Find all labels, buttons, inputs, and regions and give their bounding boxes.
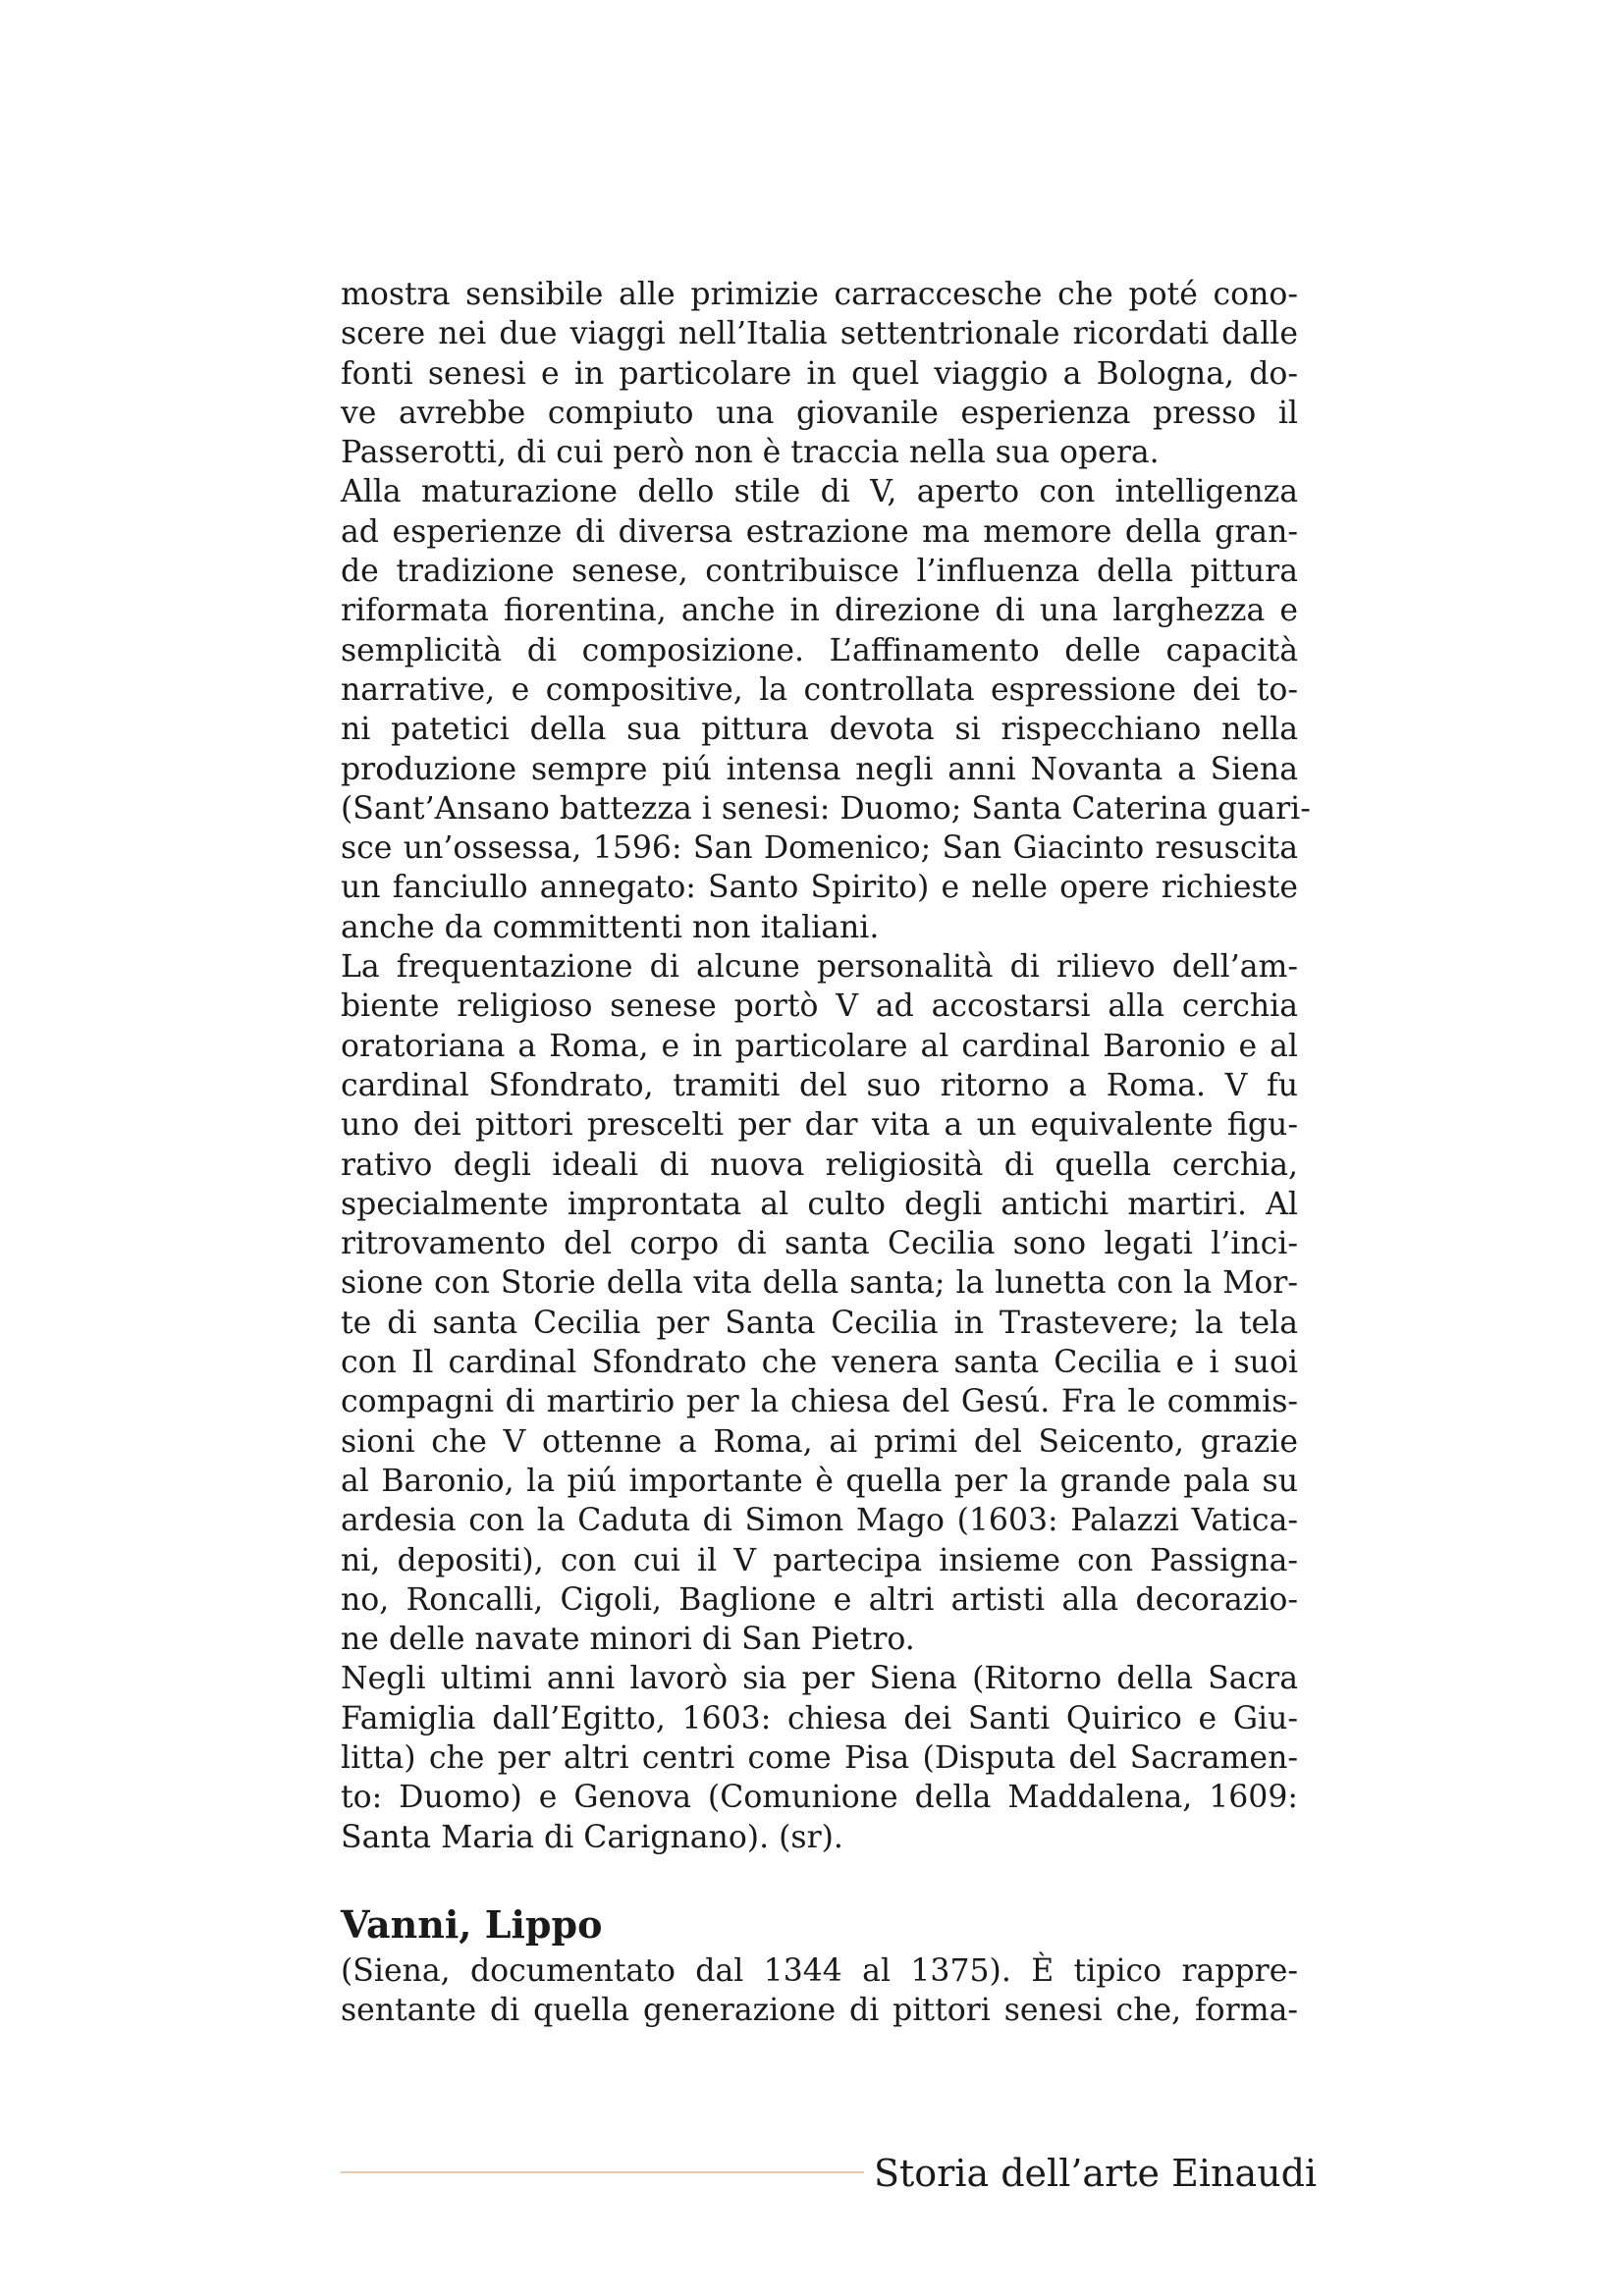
text-line: ardesia con la Caduta di Simon Mago (1603: Palazzi Vatica- [341,1503,1298,1539]
text-line: uno dei pittori prescelti per dar vita a un equivalente figu- [341,1107,1298,1144]
text-line: riformata fiorentina, anche in direzione di una larghezza e [341,593,1298,629]
text-line: ve avrebbe compiuto una giovanile esperienza presso il [341,395,1298,431]
text-line: (Sant’Ansano battezza i senesi: Duomo; Santa Caterina guari- [341,790,1311,827]
footer-title: Storia dell’arte Einaudi [874,2152,1318,2195]
text-line: te di santa Cecilia per Santa Cecilia in Trastevere; la tela [341,1305,1298,1341]
text-line: de tradizione senese, contribuisce l’influenza della pittura [341,554,1298,590]
text-line: mostra sensibile alle primizie carraccesche che poté cono- [341,277,1298,312]
text-line: sioni che V ottenne a Roma, ai primi del Seicento, grazie [341,1423,1298,1460]
text-line: ritrovamento del corpo di santa Cecilia sono legati l’inci- [341,1226,1298,1262]
text-line: compagni di martirio per la chiesa del Gesú. Fra le commis- [341,1384,1298,1420]
text-line: ni patetici della sua pittura devota si rispecchiano nella [341,712,1298,748]
text-line: Santa Maria di Carignano). (sr). [341,1819,843,1855]
text-line: ni, depositi), con cui il V partecipa insieme con Passigna- [341,1542,1298,1578]
text-line: no, Roncalli, Cigoli, Baglione e altri artisti alla decorazio- [341,1581,1298,1618]
text-line: litta) che per altri centri come Pisa (Disputa del Sacramen- [341,1739,1298,1776]
text-line: oratoriana a Roma, e in particolare al cardinal Baronio e al [341,1028,1298,1064]
text-line: rativo degli ideali di nuova religiosità di quella cerchia, [341,1147,1298,1183]
footer-rule [341,2171,864,2173]
body-text [341,275,1311,1857]
entry-heading: Vanni, Lippo [341,1902,603,1947]
text-line: con Il cardinal Sfondrato che venera santa Cecilia e i suoi [341,1345,1298,1381]
text-line: sentante di quella generazione di pittori senesi che, forma- [341,1993,1298,2029]
text-line: narrative, e compositive, la controllata espressione dei to- [341,671,1298,708]
text-line: specialmente improntata al culto degli antichi martiri. Al [341,1186,1298,1222]
text-line: fonti senesi e in particolare in quel viaggio a Bologna, do- [341,355,1298,392]
text-line: anche da committenti non italiani. [341,909,880,945]
text-line: cardinal Sfondrato, tramiti del suo ritorno a Roma. V fu [341,1067,1298,1103]
text-line: biente religioso senese portò V ad accostarsi alla cerchia [341,988,1298,1025]
text-line: Famiglia dall’Egitto, 1603: chiesa dei Santi Quirico e Giu- [341,1700,1298,1736]
text-line: Alla maturazione dello stile di V, aperto con intelligenza [341,474,1298,510]
text-line: semplicità di composizione. L’affinamento delle capacità [341,632,1298,668]
text-line: sione con Storie della vita della santa; la lunetta con la Mor- [341,1265,1298,1302]
text-line: Passerotti, di cui però non è traccia nella sua opera. [341,435,1160,471]
text-line: ad esperienze di diversa estrazione ma memore della gran- [341,513,1298,550]
text-line: produzione sempre piú intensa negli anni Novanta a Siena [341,751,1298,787]
text-line: to: Duomo) e Genova (Comunione della Maddalena, 1609: [341,1780,1298,1816]
text-line: un fanciullo annegato: Santo Spirito) e nelle opere richieste [341,870,1298,906]
text-line: Negli ultimi anni lavorò sia per Siena (Ritorno della Sacra [341,1661,1298,1697]
text-line: (Siena, documentato dal 1344 al 1375). È tipico rappre- [341,1953,1298,1989]
text-line: scere nei due viaggi nell’Italia settentrionale ricordati dalle [341,316,1298,352]
text-line: ne delle navate minori di San Pietro. [341,1622,915,1658]
entry-text [341,1951,1298,2031]
text-line: La frequentazione di alcune personalità di rilievo dell’am- [341,949,1298,986]
text-line: al Baronio, la piú importante è quella per la grande pala su [341,1463,1298,1499]
text-line: sce un’ossessa, 1596: San Domenico; San Giacinto resuscita [341,830,1298,867]
